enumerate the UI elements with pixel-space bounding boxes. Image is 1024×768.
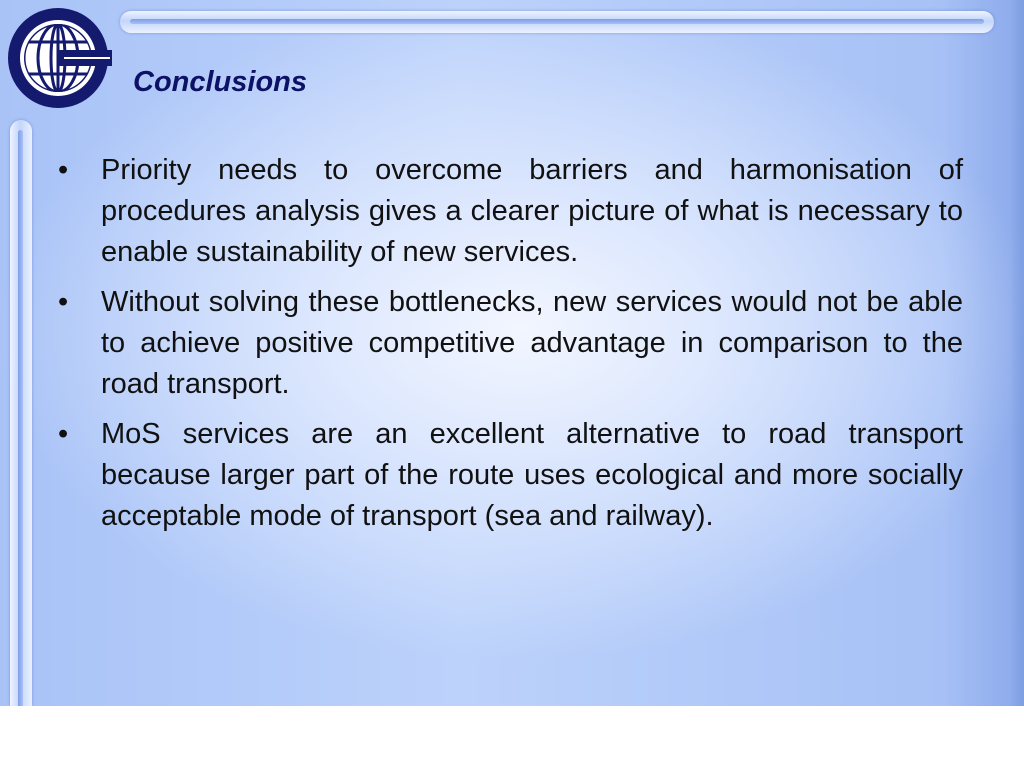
list-item: [55, 414, 963, 537]
top-decorative-bar-stripe: [130, 19, 984, 24]
globe-logo-icon: [4, 4, 112, 112]
bullet-icon: •: [58, 418, 69, 450]
bullet-text: Without solving these bottlenecks, new services would not be able to achieve positive competitive advantage in comparison to the road transport.: [101, 286, 963, 400]
bullet-icon: •: [58, 154, 69, 186]
globe-logo-svg: [4, 4, 112, 112]
bullet-text: Priority needs to overcome barriers and harmonisation of procedures analysis gives a clearer picture of what is necessary to enable sustainability of new services.: [101, 154, 963, 268]
bullet-icon: •: [58, 286, 69, 318]
bullet-list: [55, 150, 963, 546]
left-decorative-bar-stripe: [18, 130, 23, 706]
top-decorative-bar: [120, 11, 994, 33]
list-item: [55, 282, 963, 405]
bullet-text: MoS services are an excellent alternative to road transport because larger part of the route uses ecological and more socially acceptable mode of transport (sea and railway).: [101, 418, 963, 532]
left-decorative-bar: [10, 120, 32, 706]
page-title: Conclusions: [133, 66, 308, 98]
list-item: [55, 150, 963, 273]
slide-right-edge: [1010, 0, 1024, 706]
